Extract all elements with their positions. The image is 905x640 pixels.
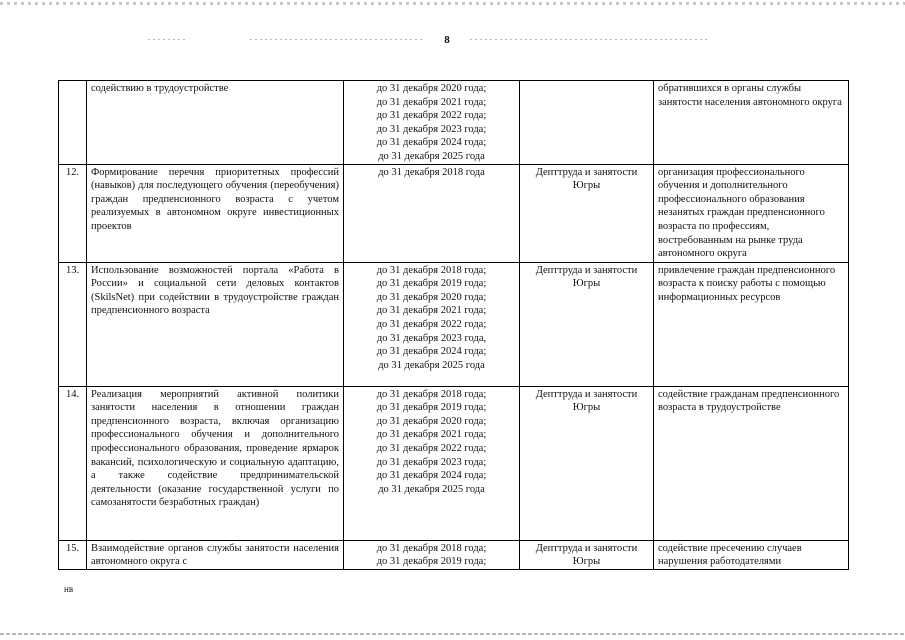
row-number: 12.: [59, 164, 87, 262]
expected-result: содействие пресечению случаев нарушения работодателями: [654, 540, 849, 569]
row-number: 15.: [59, 540, 87, 569]
row-number: 13.: [59, 262, 87, 386]
deadline-cell: [344, 81, 520, 165]
scan-artifact-header-mid: [250, 39, 425, 40]
deadline-line: до 31 декабря 2023 года,: [376, 332, 487, 344]
action-text: содействию в трудоустройстве: [87, 81, 344, 165]
responsible-body: [520, 81, 654, 165]
deadline-line: до 31 декабря 2019 года;: [376, 402, 487, 414]
deadline-line: до 31 декабря 2024 года;: [376, 137, 487, 149]
deadline-line: до 31 декабря 2025 года: [378, 359, 485, 371]
deadline-cell: [344, 540, 520, 569]
deadline-line: до 31 декабря 2018 года: [378, 166, 485, 178]
deadline-cell: [344, 262, 520, 386]
deadline-line: до 31 декабря 2019 года;: [376, 556, 487, 568]
plan-table: [58, 80, 849, 570]
action-text: Формирование перечня приоритетных профессий (навыков) для последующего обучения (переобучения) граждан предпенсионного возраста с учетом реализуемых в автономном округе инвестиционных проектов: [87, 164, 344, 262]
expected-result: содействие гражданам предпенсионного возраста в трудоустройстве: [654, 386, 849, 540]
page-number: 8: [444, 34, 450, 46]
table-row: [59, 81, 849, 165]
table-row: [59, 540, 849, 569]
deadline-line: до 31 декабря 2024 года;: [376, 346, 487, 358]
responsible-body: Депттруда и занятости Югры: [520, 386, 654, 540]
plan-table-body: [59, 81, 849, 570]
row-number: [59, 81, 87, 165]
table-row: [59, 386, 849, 540]
responsible-body: Депттруда и занятости Югры: [520, 262, 654, 386]
expected-result: организация профессионального обучения и дополнительного профессионального образования незанятых граждан предпенсионного возраста по профессиям, востребованным на рынке труда автономного округа: [654, 164, 849, 262]
deadline-line: до 31 декабря 2018 года;: [376, 542, 487, 554]
deadline-line: до 31 декабря 2023 года;: [376, 456, 487, 468]
deadline-line: до 31 декабря 2022 года;: [376, 442, 487, 454]
deadline-line: до 31 декабря 2021 года;: [376, 429, 487, 441]
deadline-line: до 31 декабря 2022 года;: [376, 318, 487, 330]
deadline-line: до 31 декабря 2019 года;: [376, 278, 487, 290]
deadline-line: до 31 декабря 2021 года;: [376, 305, 487, 317]
deadline-line: до 31 декабря 2021 года;: [376, 96, 487, 108]
expected-result: привлечение граждан предпенсионного возраста к поиску работы с помощью информационных ресурсов: [654, 262, 849, 386]
deadline-line: до 31 декабря 2020 года;: [376, 415, 487, 427]
deadline-line: до 31 декабря 2024 года;: [376, 470, 487, 482]
footer-initials: нв: [64, 584, 74, 594]
deadline-line: до 31 декабря 2020 года;: [376, 83, 487, 94]
scan-artifact-bottom: [0, 633, 905, 635]
action-text: Взаимодействие органов службы занятости населения автономного округа с: [87, 540, 344, 569]
deadline-line: до 31 декабря 2020 года;: [376, 291, 487, 303]
responsible-body: Депттруда и занятости Югры: [520, 540, 654, 569]
table-row: [59, 164, 849, 262]
deadline-line: до 31 декабря 2018 года;: [376, 388, 487, 400]
scan-artifact-top: [0, 2, 905, 5]
deadline-line: до 31 декабря 2018 года;: [376, 264, 487, 276]
deadline-line: до 31 декабря 2022 года;: [376, 110, 487, 122]
action-text: Использование возможностей портала «Работа в России» и социальной сети деловых контактов (SkilsNet) при содействии в трудоустройстве граждан предпенсионного возраста: [87, 262, 344, 386]
action-text: Реализация мероприятий активной политики занятости населения в отношении граждан предпенсионного возраста, включая организацию профессионального обучения и дополнительного профессионального образования, проведение ярмарок вакансий, психологическую и социальную адаптацию, а также содействие предпринимательской деятельности (оказание государственной услуги по самозанятости безработных граждан): [87, 386, 344, 540]
scan-artifact-header-left: [148, 39, 188, 40]
deadline-line: до 31 декабря 2025 года: [378, 483, 485, 495]
deadline-cell: [344, 386, 520, 540]
expected-result: обратившихся в органы службы занятости населения автономного округа: [654, 81, 849, 165]
row-number: 14.: [59, 386, 87, 540]
table-row: [59, 262, 849, 386]
deadline-cell: [344, 164, 520, 262]
responsible-body: Депттруда и занятости Югры: [520, 164, 654, 262]
deadline-line: до 31 декабря 2023 года;: [376, 123, 487, 135]
deadline-line: до 31 декабря 2025 года: [378, 150, 485, 162]
scan-artifact-header-right: [470, 39, 710, 40]
